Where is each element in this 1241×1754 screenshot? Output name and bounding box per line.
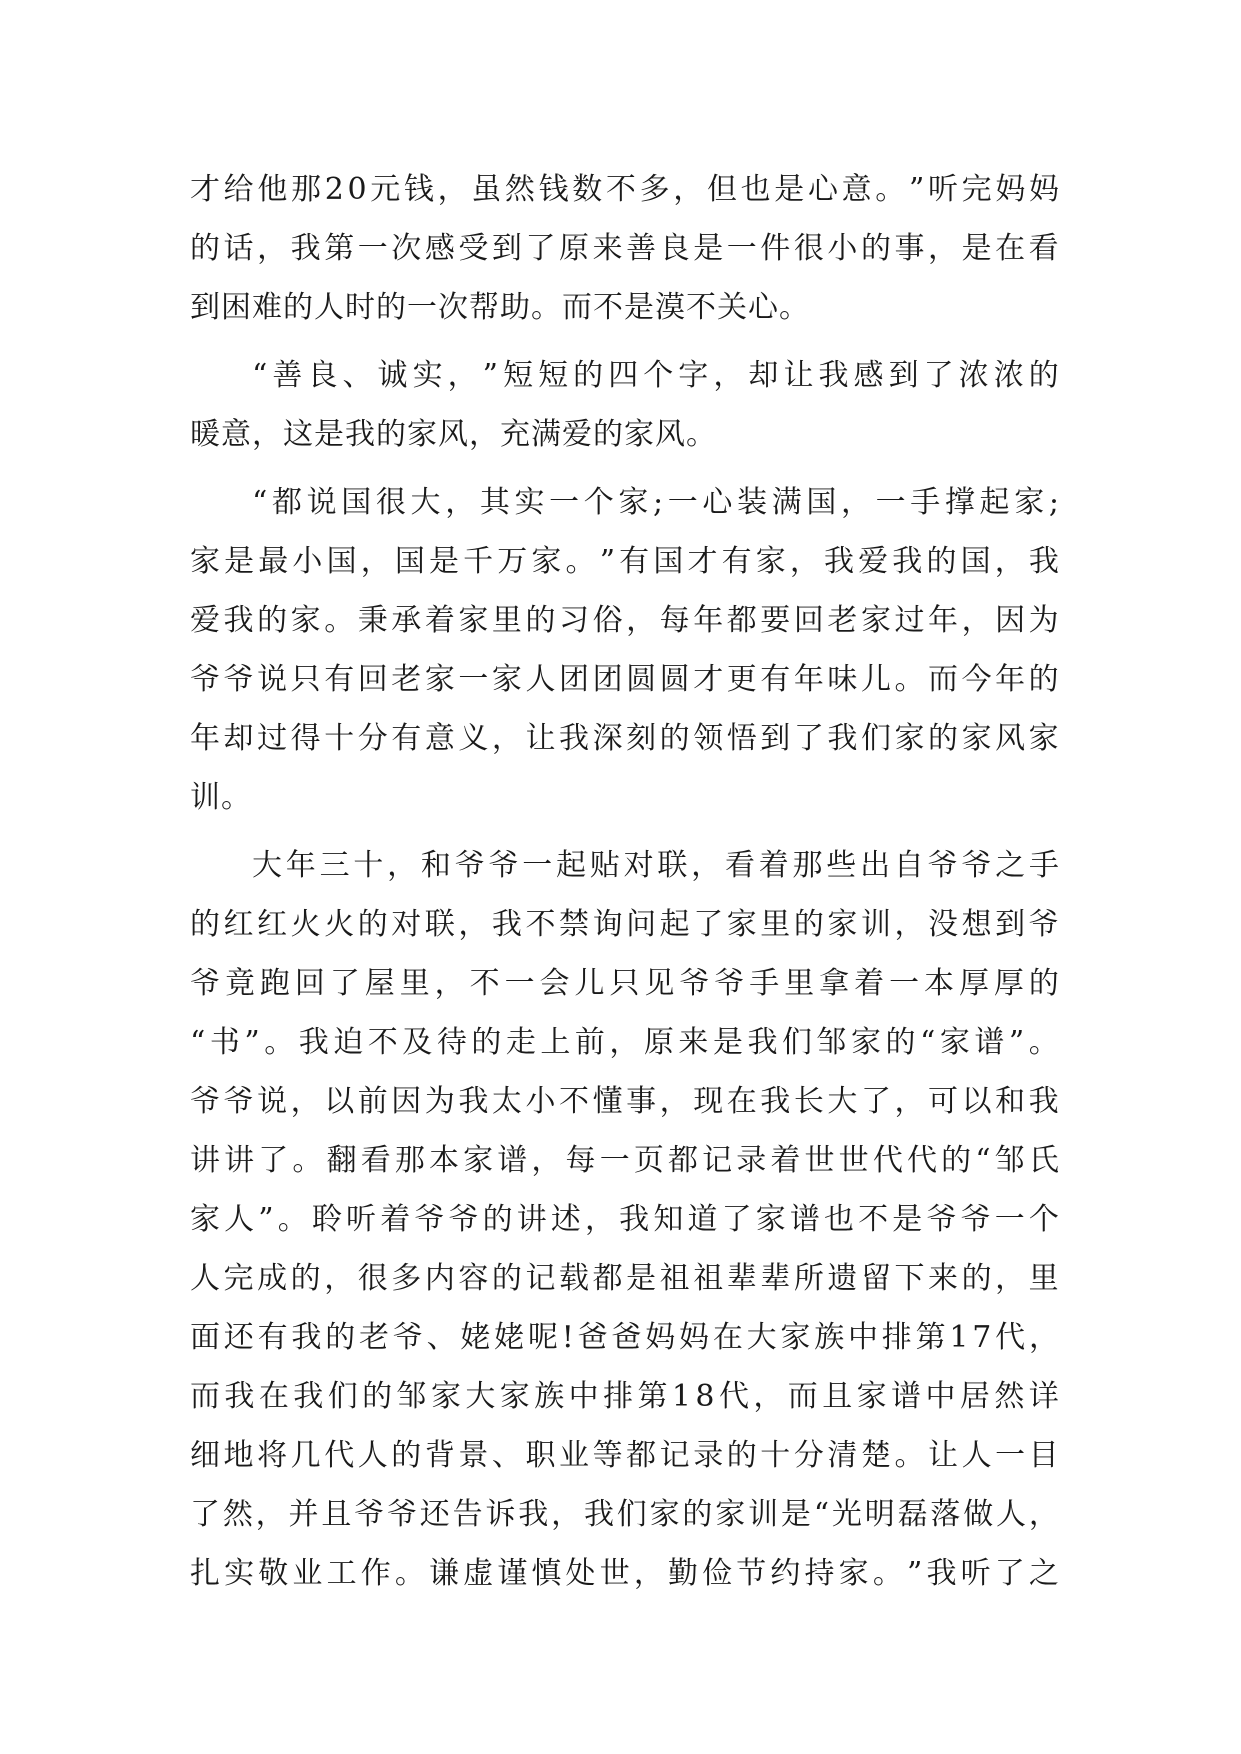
text-line: 年 却 过 得 十 分 有 意 义 ， 让 我 深 刻 的 领 悟 到 了 我 们 家 的 家 风 家 (190, 721, 1060, 756)
text-line: 家 是 最 小 国 ， 国 是 千 万 家 。 ” 有 国 才 有 家 ， 我 爱 我 的 国 ， 我 (190, 544, 1060, 579)
text-line: 了 然 ， 并 且 爷 爷 还 告 诉 我 ， 我 们 家 的 家 训 是 “ 光 明 磊 落 做 人 ， (190, 1497, 1060, 1532)
text-line: 家 人 ” 。 聆 听 着 爷 爷 的 讲 述 ， 我 知 道 了 家 谱 也 不 是 爷 爷 一 个 (190, 1202, 1060, 1237)
text-line: 爱 我 的 家 。 秉 承 着 家 里 的 习 俗 ， 每 年 都 要 回 老 家 过 年 ， 因 为 (190, 603, 1060, 638)
text-line: 大 年 三 十 ， 和 爷 爷 一 起 贴 对 联 ， 看 着 那 些 出 自 爷 爷 之 手 (252, 848, 1060, 883)
text-line: 爷 竟 跑 回 了 屋 里 ， 不 一 会 儿 只 见 爷 爷 手 里 拿 着 一 本 厚 厚 的 (190, 966, 1060, 1001)
text-line: 爷 爷 说 只 有 回 老 家 一 家 人 团 团 圆 圆 才 更 有 年 味 儿 。 而 今 年 的 (190, 662, 1060, 697)
text-line: “ 都 说 国 很 大 ， 其 实 一 个 家 ; 一 心 装 满 国 ， 一 手 撑 起 家 ; (252, 485, 1060, 520)
text-line: “ 善 良 、 诚 实 ， ” 短 短 的 四 个 字 ， 却 让 我 感 到 了 浓 浓 的 (252, 358, 1060, 393)
text-line: 细 地 将 几 代 人 的 背 景 、 职 业 等 都 记 录 的 十 分 清 楚 。 让 人 一 目 (190, 1438, 1060, 1473)
text-line: 而 我 在 我 们 的 邹 家 大 家 族 中 排 第 1 8 代 ， 而 且 家 谱 中 居 然 详 (190, 1379, 1060, 1414)
text-line: 爷 爷 说 ， 以 前 因 为 我 太 小 不 懂 事 ， 现 在 我 长 大 了 ， 可 以 和 我 (190, 1084, 1060, 1119)
text-line: 人 完 成 的 ， 很 多 内 容 的 记 载 都 是 祖 祖 辈 辈 所 遗 留 下 来 的 ， 里 (190, 1261, 1060, 1296)
text-line: 面 还 有 我 的 老 爷 、 姥 姥 呢 ! 爸 爸 妈 妈 在 大 家 族 中 排 第 1 7 代 ， (190, 1320, 1060, 1355)
text-line: “ 书 ” 。 我 迫 不 及 待 的 走 上 前 ， 原 来 是 我 们 邹 家 的 “ 家 谱 ” 。 (190, 1025, 1060, 1060)
text-line: 训。 (190, 780, 252, 815)
text-line: 讲 讲 了 。 翻 看 那 本 家 谱 ， 每 一 页 都 记 录 着 世 世 代 代 的 “ 邹 氏 (190, 1143, 1060, 1178)
text-line: 到困难的人时的一次帮助。而不是漠不关心。 (190, 290, 810, 325)
body-text (190, 160, 1060, 1603)
text-line: 的 红 红 火 火 的 对 联 ， 我 不 禁 询 问 起 了 家 里 的 家 训 ， 没 想 到 爷 (190, 907, 1060, 942)
text-line: 的 话 ， 我 第 一 次 感 受 到 了 原 来 善 良 是 一 件 很 小 的 事 ， 是 在 看 (190, 231, 1060, 266)
text-line: 扎 实 敬 业 工 作 。 谦 虚 谨 慎 处 世 ， 勤 俭 节 约 持 家 。 ” 我 听 了 之 (190, 1556, 1060, 1591)
text-line: 才 给 他 那 2 0 元 钱 ， 虽 然 钱 数 不 多 ， 但 也 是 心 意 。 ” 听 完 妈 妈 (190, 172, 1060, 207)
text-line: 暖意，这是我的家风，充满爱的家风。 (190, 417, 717, 452)
